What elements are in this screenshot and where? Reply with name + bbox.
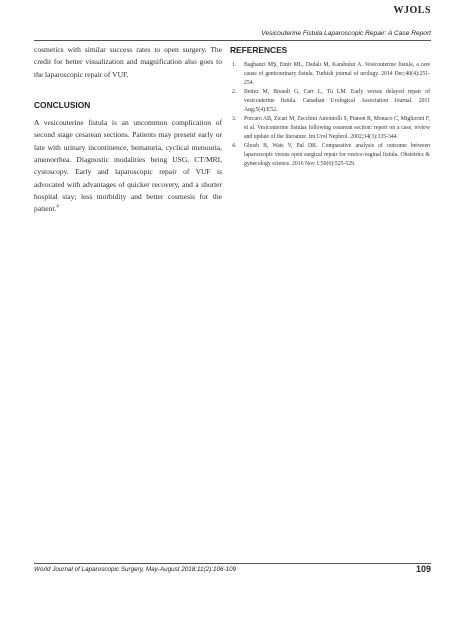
footer-divider bbox=[34, 563, 431, 564]
references-section bbox=[230, 45, 430, 169]
left-column bbox=[34, 44, 222, 216]
references-list bbox=[230, 61, 430, 168]
reference-text: Bagbanci MŞ, Emir ML, Dadalı M, Karabulut A. Vesicouterine fistula, a rare cause of genitourinary fistula. Turkish journal of urology. 2014 Dec;40(4):251-254. bbox=[244, 62, 430, 86]
intro-paragraph: cosmetics with similar success rates to open surgery. The credit for better visualization and magnification also goes to the laparoscopic repair of VUF. bbox=[34, 45, 222, 79]
reference-text: Bettez M, Breault G, Carr L, Tu LM. Early versus delayed repair of vesicouterine fistula. Canadian Urological Association Journal. 2011 Aug;5(4):E52. bbox=[244, 88, 430, 113]
page-number: 109 bbox=[415, 564, 431, 574]
journal-citation: World Journal of Laparoscopic Surgery, May-August 2018;11(2):106-109 bbox=[34, 566, 237, 573]
reference-item bbox=[230, 115, 430, 142]
reference-text: Porcaro AB, Zicari M, Zecchini Antoniolli S, Pianon R, Monaco C, Migliorini F, et al. Vesicouterine fistulas following cesarean section: report on a case, review and update of the literature. Int Urol Nephrol. 2002;34(3):335-344. bbox=[244, 115, 430, 140]
reference-number: 2. bbox=[232, 88, 237, 95]
running-title: Vesicouterine Fistula Laparoscopic Repair: A Case Report bbox=[261, 30, 431, 37]
reference-text: Ghosh B, Wats V, Pal DK. Comparative analysis of outcome between laparoscopic versus open surgical repair for vesico-vaginal fistula. Obstetrics & gynecology science. 2016 Nov 1;59(6):525-529. bbox=[244, 142, 430, 167]
conclusion-paragraph bbox=[34, 117, 222, 215]
reference-item bbox=[230, 61, 430, 88]
citation-superscript: 4 bbox=[56, 204, 59, 210]
journal-brand: WJOLS bbox=[393, 5, 431, 16]
reference-item bbox=[230, 88, 430, 115]
references-heading: REFERENCES bbox=[230, 45, 288, 55]
reference-item bbox=[230, 142, 430, 169]
reference-number: 1. bbox=[232, 62, 237, 68]
reference-number: 3. bbox=[232, 115, 237, 122]
header-divider bbox=[34, 40, 431, 41]
reference-number: 4. bbox=[232, 142, 237, 149]
conclusion-text: A vesicouterine fistula is an uncommon complication of second stage cesarean sections. Patients may present early or late with urinary incontinence, hematuria, cyclical menouria, amenorrhea. Diagnostic modalities being USG, CT/MRI, cystoscopy. Early and laparoscopic repair of VUF is advocated with advantages of quicker recovery, and a shorter hospital stay; less morbidity and better cosmesis for the patient. bbox=[34, 118, 222, 214]
conclusion-heading: CONCLUSION bbox=[34, 99, 91, 110]
